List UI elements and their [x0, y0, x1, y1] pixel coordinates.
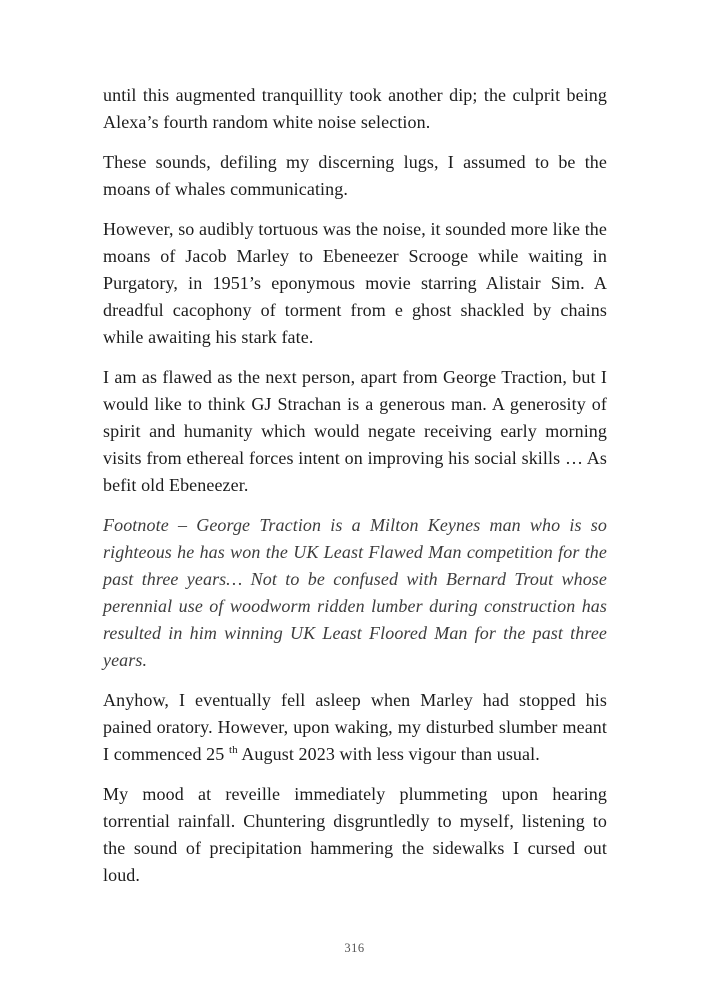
paragraph-4: I am as flawed as the next person, apart from George Traction, but I would like to think GJ Strachan is a generous man. A generosity of spirit and humanity which would negate receiving early morning visits from ethereal forces intent on improving his social skills … As befit old Ebeneezer. — [103, 367, 607, 495]
paragraph-3: However, so audibly tortuous was the noise, it sounded more like the moans of Jacob Marley to Ebeneezer Scrooge while waiting in Purgatory, in 1951’s eponymous movie starring Alistair Sim. A dreadful cacophony of torment from e ghost shackled by chains while awaiting his stark fate. — [103, 219, 607, 347]
paragraph-7: My mood at reveille immediately plummeting upon hearing torrential rainfall. Chuntering disgruntledly to myself, listening to the sound of precipitation hammering the sidewalks I cursed out loud. — [103, 784, 607, 885]
paragraph-date-text-after: August 2023 with less vigour than usual. — [237, 744, 540, 764]
paragraph-date — [103, 687, 607, 768]
paragraph-2: These sounds, defiling my discerning lugs, I assumed to be the moans of whales communicating. — [103, 152, 607, 199]
paragraph-1: until this augmented tranquillity took another dip; the culprit being Alexa’s fourth random white noise selection. — [103, 85, 607, 132]
footnote-paragraph: Footnote – George Traction is a Milton Keynes man who is so righteous he has won the UK Least Flawed Man competition for the past three years… Not to be confused with Bernard Trout whose perennial use of woodworm ridden lumber during construction has resulted in him winning UK Least Floored Man for the past three years. — [103, 515, 607, 670]
ordinal-superscript: th — [228, 744, 238, 756]
paragraph-date-text-before: Anyhow, I eventually fell asleep when Marley had stopped his pained oratory. However, upon waking, my disturbed slumber meant I commenced 25 — [103, 690, 607, 764]
page-number: 316 — [344, 941, 365, 955]
page-body-text — [103, 82, 607, 889]
